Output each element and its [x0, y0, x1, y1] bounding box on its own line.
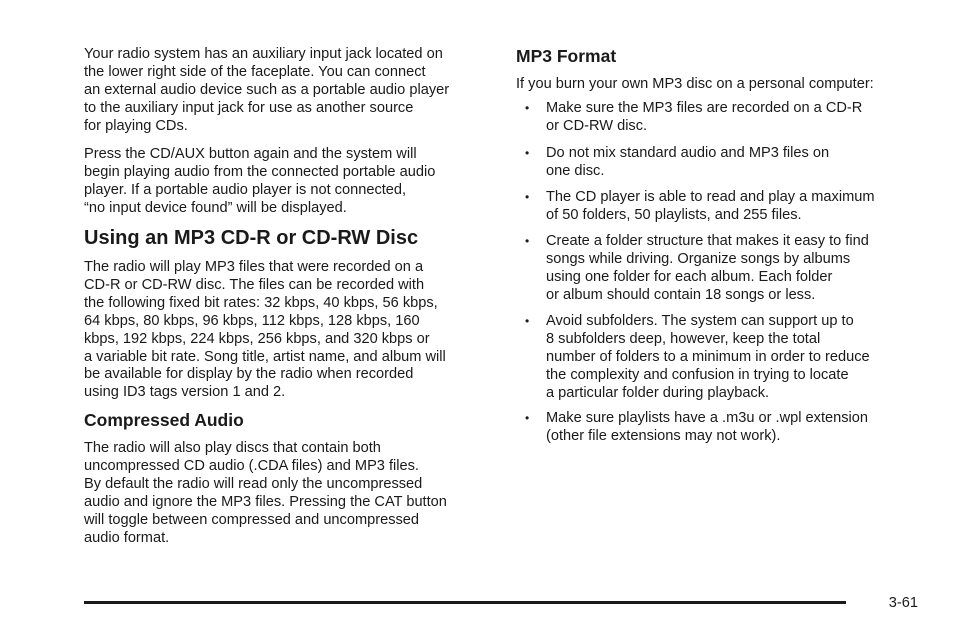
list-item-text: The CD player is able to read and play a maximum of 50 folders, 50 playlists, and 255 files.	[546, 189, 875, 223]
heading-using-mp3-disc: Using an MP3 CD-R or CD-RW Disc	[84, 227, 419, 249]
page-number: 3-61	[888, 595, 918, 611]
paragraph-aux-input: Your radio system has an auxiliary input jack located on the lower right side of the faceplate. You can connect an external audio device such as a portable audio player to the auxiliary input jack for use as another source for playing CDs.	[84, 46, 450, 134]
paragraph-compressed-audio: The radio will also play discs that contain both uncompressed CD audio (.CDA files) and MP3 files. By default the radio will read only the uncompressed audio and ignore the MP3 files. Pressing the CAT button will toggle between compressed and uncompressed audio format.	[84, 440, 447, 546]
heading-compressed-audio: Compressed Audio	[84, 410, 244, 430]
heading-mp3-format: MP3 Format	[516, 46, 617, 66]
paragraph-cd-aux-button: Press the CD/AUX button again and the system will begin playing audio from the connected portable audio player. If a portable audio player is not connected, “no input device found” will be displayed.	[84, 146, 436, 216]
list-item-text: Do not mix standard audio and MP3 files on one disc.	[546, 145, 830, 179]
bullet-icon: •	[525, 101, 530, 115]
list-item-text: Create a folder structure that makes it easy to find songs while driving. Organize songs by albums using one folder for each album. Each folder or album should contain 18 songs or less.	[546, 233, 869, 303]
list-item-text: Make sure the MP3 files are recorded on a CD-R or CD-RW disc.	[546, 100, 863, 134]
bullet-icon: •	[525, 314, 530, 328]
footer-rule	[84, 601, 846, 604]
paragraph-mp3-bitrates: The radio will play MP3 files that were recorded on a CD-R or CD-RW disc. The files can be recorded with the following fixed bit rates: 32 kbps, 40 kbps, 56 kbps, 64 kbps, 80 kbps, 96 kbps, 112 kbps, 128 kbps, 160 kbps, 192 kbps, 224 kbps, 256 kbps, and 320 kbps or a variable bit rate. Song title, artist name, and album will be available for display by the radio when recorded using ID3 tags version 1 and 2.	[84, 259, 446, 401]
list-item-text: Make sure playlists have a .m3u or .wpl extension (other file extensions may not work).	[546, 410, 869, 444]
bullet-icon: •	[525, 234, 530, 248]
bullet-icon: •	[525, 411, 530, 425]
bullet-icon: •	[525, 146, 530, 160]
paragraph-mp3-intro: If you burn your own MP3 disc on a personal computer:	[516, 76, 874, 92]
bullet-icon: •	[525, 190, 530, 204]
list-item-text: Avoid subfolders. The system can support up to 8 subfolders deep, however, keep the total number of folders to a minimum in order to reduce the complexity and confusion in trying to locate a particular folder during playback.	[546, 313, 870, 401]
